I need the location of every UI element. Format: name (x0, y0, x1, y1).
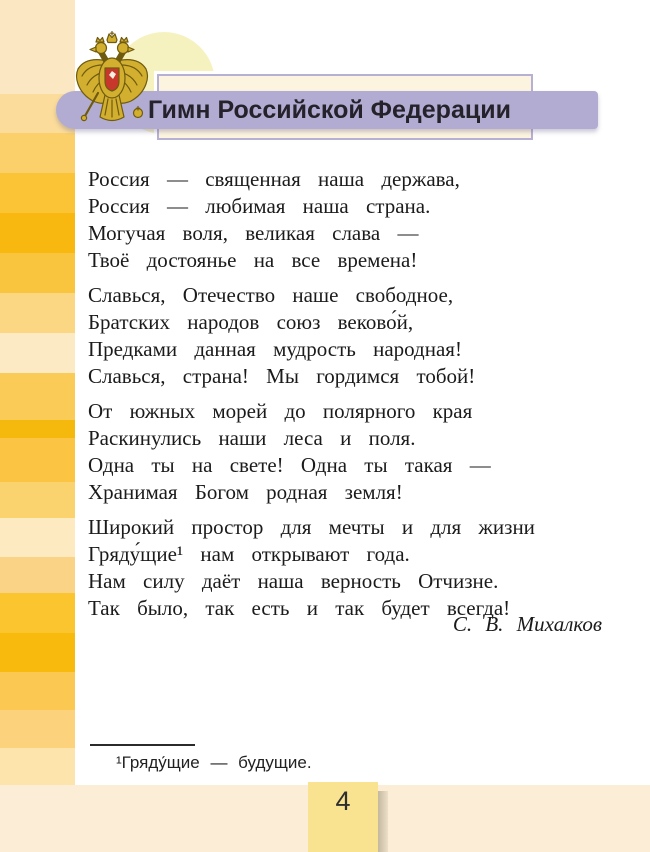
stripe-band (0, 333, 75, 373)
hymn-text (88, 166, 608, 636)
stanza (88, 166, 608, 274)
stripe-band (0, 518, 75, 557)
poem-line: Славься, страна! Мы гордимся тобой! (88, 364, 476, 388)
stripe-band (0, 420, 75, 438)
stripe-band (0, 633, 75, 672)
poem-line: Хранимая Богом родная земля! (88, 480, 403, 504)
poem-line: Одна ты на свете! Одна ты такая — (88, 453, 491, 477)
page-number-shadow (378, 791, 388, 852)
poem-line: Братских народов союз веково́й, (88, 310, 414, 334)
poem-line: Россия — любимая наша страна. (88, 194, 431, 218)
page-number: 4 (335, 786, 351, 816)
stripe-band (0, 373, 75, 420)
stripe-band (0, 557, 75, 593)
stripe-band (0, 482, 75, 518)
stripe-band (0, 253, 75, 293)
stripe-band (0, 438, 75, 482)
stripe-band (0, 748, 75, 787)
poem-line: Могучая воля, великая слава — (88, 221, 419, 245)
stripe-band (0, 672, 75, 710)
stripe-band (0, 133, 75, 173)
poem-line: Славься, Отечество наше свободное, (88, 283, 454, 307)
poem-line: Россия — священная наша держава, (88, 167, 460, 191)
stripe-band (0, 213, 75, 253)
poem-line: Широкий простор для мечты и для жизни (88, 515, 535, 539)
poem-line: Твоё достоянье на все времена! (88, 248, 418, 272)
poem-line: От южных морей до полярного края (88, 399, 473, 423)
stripe-band (0, 593, 75, 633)
stanza (88, 514, 608, 622)
russian-coat-of-arms-icon (72, 31, 152, 131)
footnote-divider (90, 744, 195, 746)
poem-line: Предками данная мудрость народная! (88, 337, 462, 361)
footnote-text: ¹Гряду́щие — будущие. (116, 753, 312, 772)
stanza (88, 282, 608, 390)
stanza (88, 398, 608, 506)
page-number-box (308, 782, 378, 852)
stripe-band (0, 173, 75, 213)
poem-line: Гряду́щие¹ нам открывают года. (88, 542, 410, 566)
author-attribution: С. В. Михалков (452, 612, 602, 636)
footnote (88, 744, 312, 773)
stripe-band (0, 710, 75, 748)
poem-line: Нам силу даёт наша верность Отчизне. (88, 569, 499, 593)
footer-band (0, 785, 650, 852)
poem-line: Так было, так есть и так будет всегда! (88, 596, 511, 620)
stripe-band (0, 293, 75, 333)
page-title: Гимн Российской Федерации (148, 96, 511, 124)
stripe-band (0, 0, 75, 94)
poem-line: Раскинулись наши леса и поля. (88, 426, 416, 450)
